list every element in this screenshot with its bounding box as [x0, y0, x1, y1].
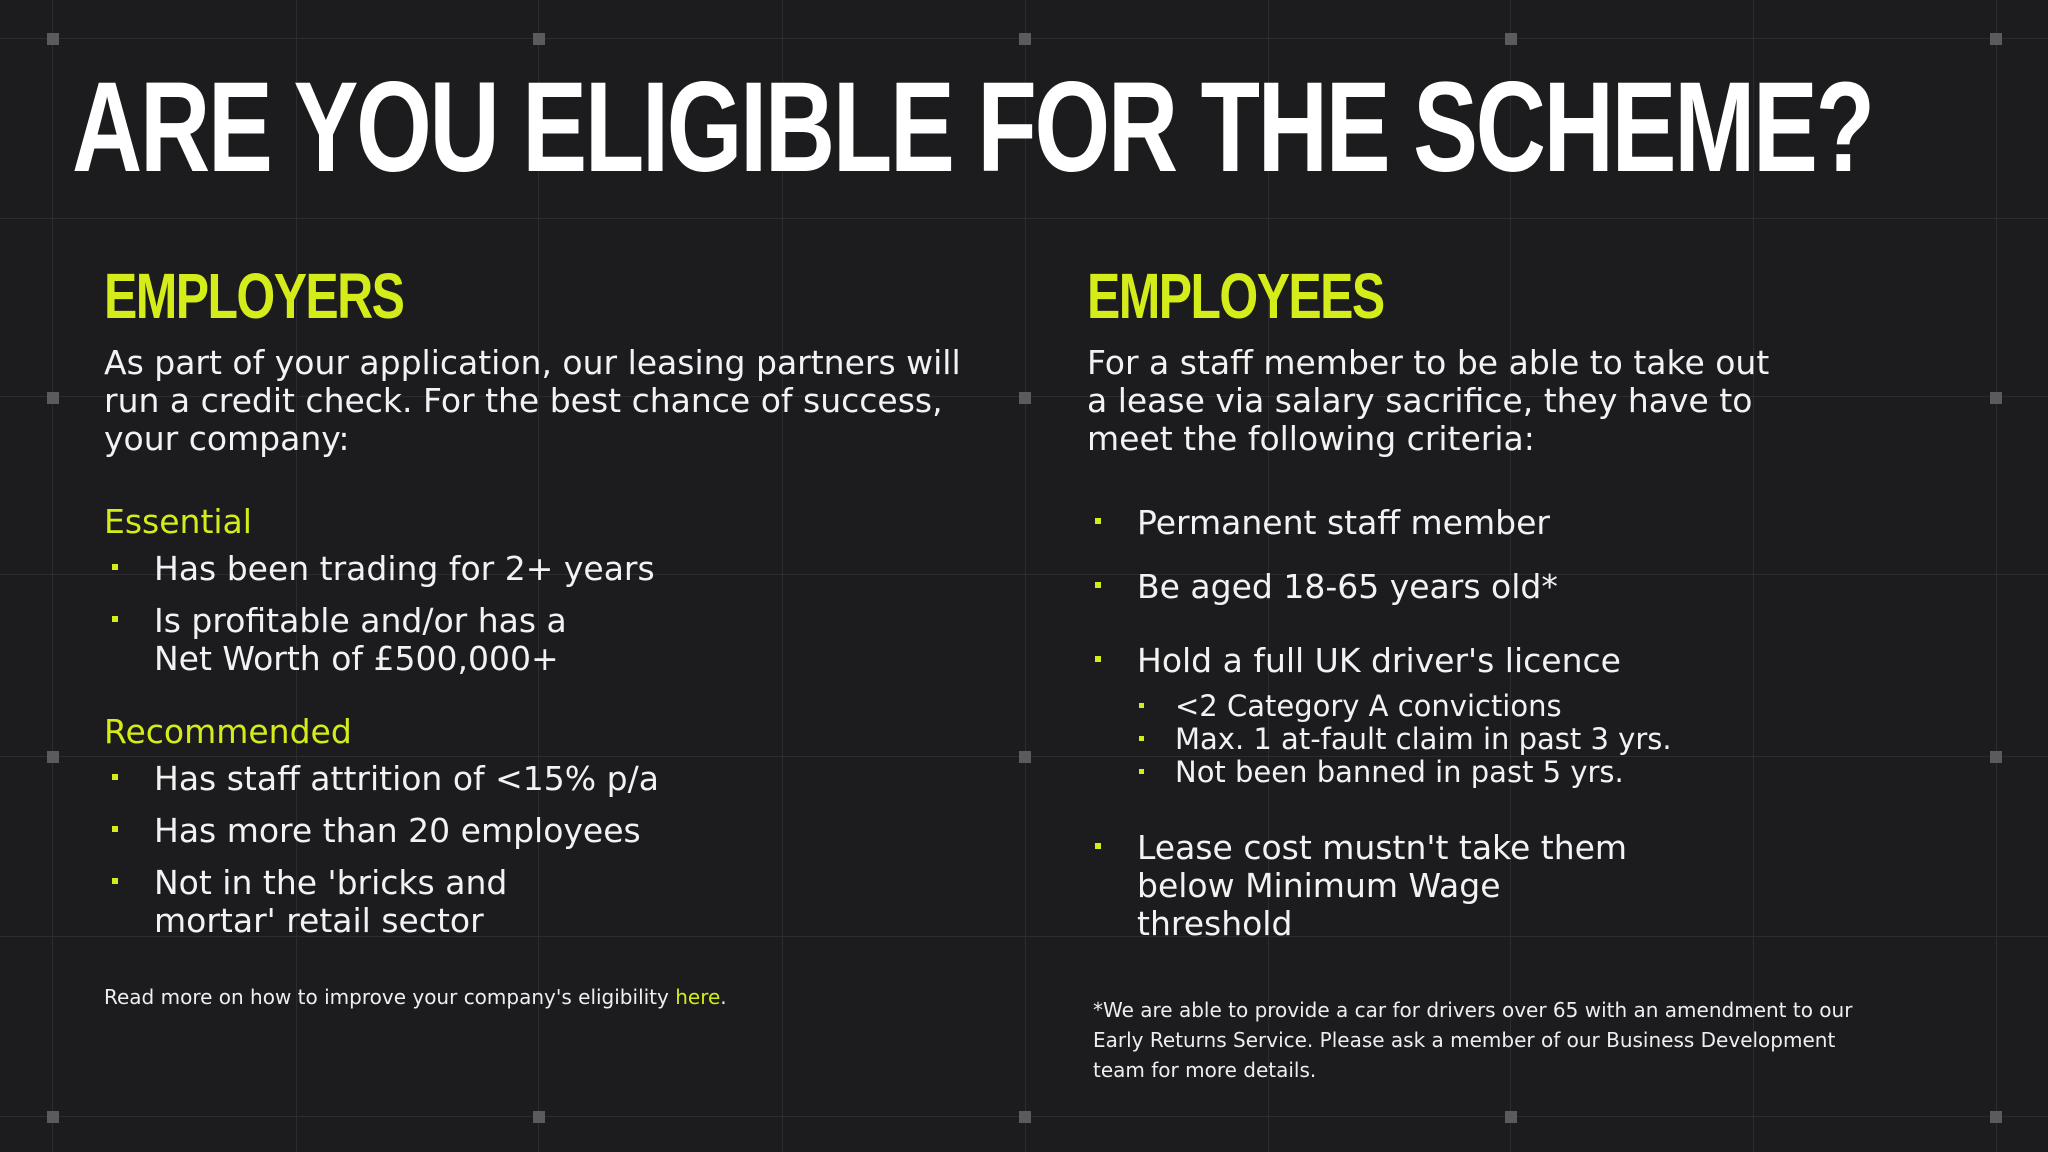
grid-line	[1996, 0, 1997, 1152]
essential-list	[104, 550, 984, 678]
frame-handle	[1990, 751, 2002, 763]
criteria-list	[1087, 504, 1987, 680]
frame-handle	[47, 1111, 59, 1123]
eligibility-note	[104, 982, 984, 1012]
list-item: Not in the 'bricks and mortar' retail sector	[104, 864, 634, 940]
frame-handle	[47, 33, 59, 45]
grid-line	[0, 218, 2048, 219]
frame-handle	[533, 33, 545, 45]
frame-handle	[1019, 392, 1031, 404]
employers-intro: As part of your application, our leasing partners will run a credit check. For the best chance of success, your company:	[104, 343, 961, 458]
licence-sub-list	[1135, 690, 1987, 789]
age-footnote: *We are able to provide a car for drivers over 65 with an amendment to our Early Returns Service. Please ask a member of our Business Development team for more details.	[1093, 998, 1853, 1082]
list-item: Has been trading for 2+ years	[104, 550, 984, 588]
list-item: Lease cost mustn't take them below Minimum Wage threshold	[1087, 829, 1657, 943]
frame-handle	[1505, 33, 1517, 45]
list-item: Hold a full UK driver's licence	[1087, 642, 1987, 680]
list-item: Has more than 20 employees	[104, 812, 984, 850]
grid-line	[52, 0, 53, 1152]
frame-handle	[47, 392, 59, 404]
frame-handle	[1019, 33, 1031, 45]
criteria-list-last	[1087, 829, 1987, 943]
frame-handle	[1990, 33, 2002, 45]
essential-label: Essential	[104, 502, 252, 541]
frame-handle	[47, 751, 59, 763]
frame-handle	[533, 1111, 545, 1123]
employees-heading: EMPLOYEES	[1087, 260, 1384, 332]
list-item: Be aged 18-65 years old*	[1087, 568, 1987, 606]
list-item: Has staff attrition of <15% p/a	[104, 760, 984, 798]
employers-section	[104, 262, 984, 1012]
frame-handle	[1505, 1111, 1517, 1123]
list-item: <2 Category A convictions	[1135, 690, 1987, 723]
note-text: Read more on how to improve your company's eligibility	[104, 985, 676, 1009]
recommended-label: Recommended	[104, 712, 352, 751]
eligibility-link[interactable]: here	[675, 985, 721, 1009]
employees-section	[1087, 262, 1987, 1085]
note-end: .	[720, 985, 727, 1009]
employees-intro: For a staff member to be able to take out a lease via salary sacrifice, they have to meet the following criteria:	[1087, 343, 1770, 458]
list-item: Max. 1 at-fault claim in past 3 yrs.	[1135, 723, 1987, 756]
frame-handle	[1990, 392, 2002, 404]
frame-handle	[1019, 751, 1031, 763]
list-item: Not been banned in past 5 yrs.	[1135, 756, 1987, 789]
frame-handle	[1990, 1111, 2002, 1123]
recommended-list	[104, 760, 984, 940]
employers-heading: EMPLOYERS	[104, 260, 404, 332]
list-item: Permanent staff member	[1087, 504, 1987, 542]
list-item: Is profitable and/or has a Net Worth of £500,000+	[104, 602, 574, 678]
page-title: ARE YOU ELIGIBLE FOR THE SCHEME?	[72, 56, 1873, 199]
frame-handle	[1019, 1111, 1031, 1123]
